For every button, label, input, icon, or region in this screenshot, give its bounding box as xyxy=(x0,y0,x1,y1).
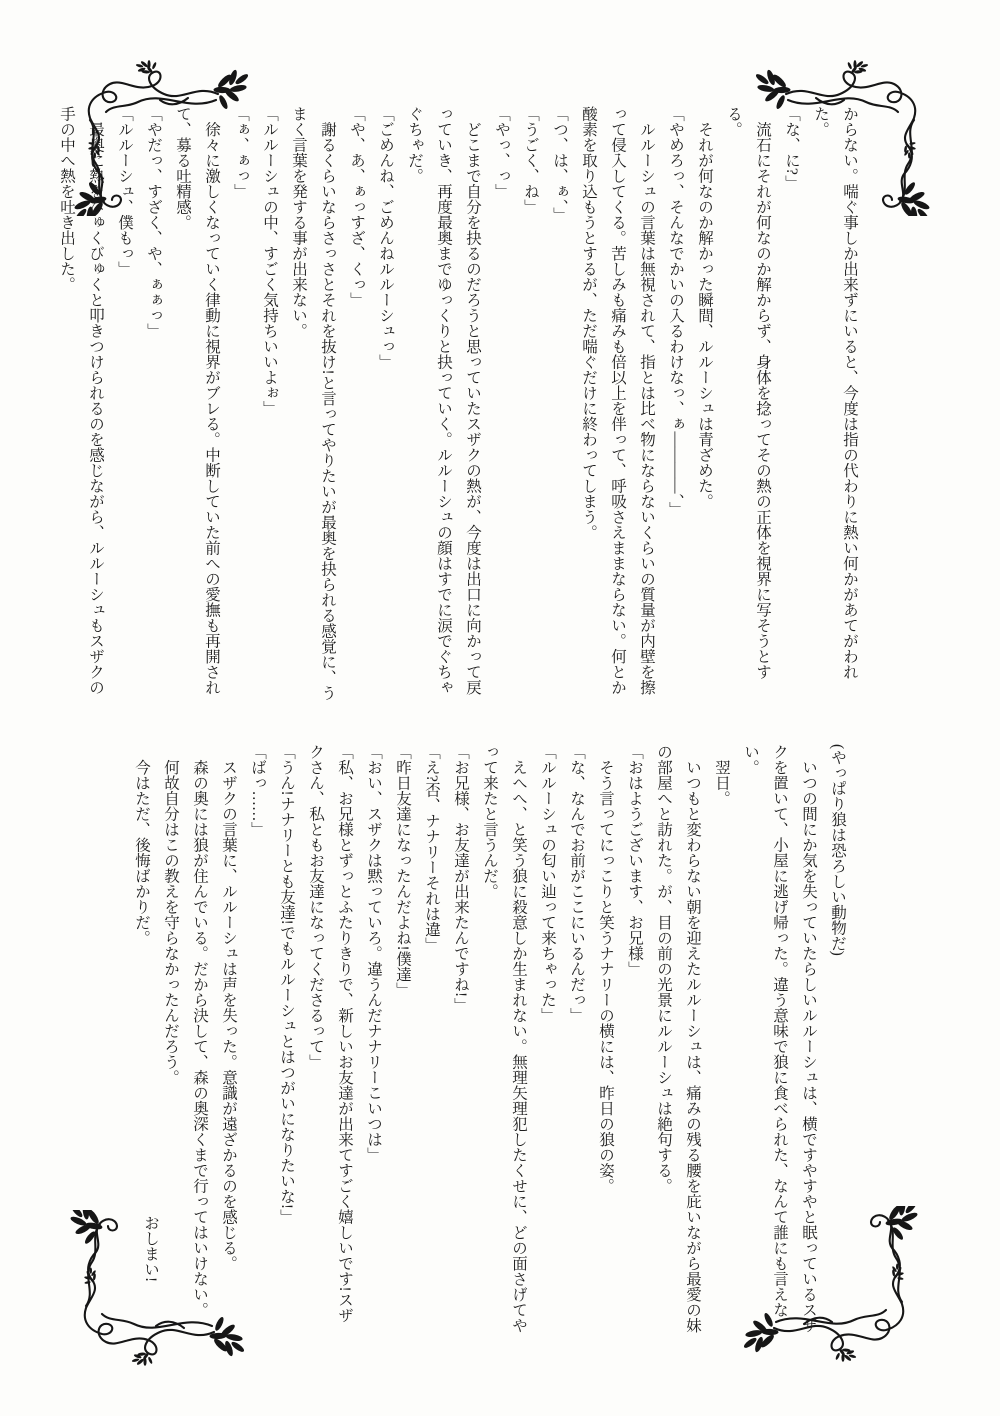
paragraph: 徐々に激しくなっていく律動に視界がブレる。中断していた前への愛撫も再開されて、募る吐精感。 xyxy=(174,106,220,695)
paragraph: 謝るくらいならさっさとそれを抜け!と言ってやりたいが最奥を抉られる感覚に、うまく言葉を発する事が出来ない。 xyxy=(290,106,336,701)
paragraph: 最奥に熱をびゅくびゅくと叩きつけられるのを感じながら、ルルーシュもスザクの手の中へ熱を吐き出した。 xyxy=(58,106,104,695)
paragraph: からない。喘ぐ事しか出来ずにいると、今度は指の代わりに熱い何かがあてがわれた。 xyxy=(812,106,858,680)
paragraph: 「ぁ、ぁっ」 xyxy=(232,106,249,199)
paragraph: 「ルルーシュ、僕もっ」 xyxy=(116,106,133,277)
paragraph: 「やっ、っ」 xyxy=(493,106,510,199)
paragraph: 「ばっ……」 xyxy=(249,744,266,837)
story-text-part1 xyxy=(52,106,864,702)
story-text-part2 xyxy=(127,744,852,1338)
paragraph: (やっぱり狼は恐ろしい動物だ) xyxy=(829,744,846,956)
paragraph: 「おはようございます、お兄様」 xyxy=(626,744,643,977)
paragraph: 流石にそれが何なのか解からず、身体を捻ってその熱の正体を視界に写そうとする。 xyxy=(725,106,771,680)
paragraph: スザクの言葉に、ルルーシュは声を失った。意識が遠ざかるのを感じる。 xyxy=(220,744,237,1271)
paragraph: 翌日。 xyxy=(713,744,730,806)
paragraph: 「やだっ、すざく、や、ぁぁっ」 xyxy=(145,106,162,339)
paragraph: そう言ってにっこりと笑うナナリーの横には、昨日の狼の姿。 xyxy=(597,744,614,1194)
ending-label: おしまい! xyxy=(142,1215,159,1283)
paragraph: ルルーシュの言葉は無視されて、指とは比べ物にならないくらいの質量が内壁を擦って侵入してくる。苦しみも痛みも倍以上を伴って、呼吸さえままならない。何とか酸素を取り込もうとするが、ただ喘ぐだけに終わってしまう。 xyxy=(580,106,655,695)
paragraph: 森の奥には狼が住んでいる。だから決して、森の奥深くまで行ってはいけない。 xyxy=(191,744,208,1318)
paragraph: 「ルルーシュの中、すごく気持ちいいよぉ」 xyxy=(261,106,278,416)
paragraph: 「やめろっ、そんなでかいの入るわけなっ、ぁ――――、」 xyxy=(667,106,684,517)
paragraph: 「な、に?」 xyxy=(783,106,800,191)
paragraph: それが何なのか解かった瞬間、ルルーシュは青ざめた。 xyxy=(696,106,713,509)
paragraph: 「お兄様、お友達が出来たんですね!」 xyxy=(452,744,469,1013)
paragraph: いつもと変わらない朝を迎えたルルーシュは、痛みの残る腰を庇いながら最愛の妹の部屋へと訪れた。が、目の前の光景にルルーシュは絶句する。 xyxy=(655,744,701,1333)
paragraph: 「え?否、ナナリーそれは違」 xyxy=(423,744,440,953)
paragraph: いつの間にか気を失っていたらしいルルーシュは、横ですやすやと眠っているスザクを置いて、小屋に逃げ帰った。違う意味で狼に食べられた、なんて誰にも言えない。 xyxy=(742,744,817,1333)
paragraph: 「や、あ、ぁっすざ、くっ」 xyxy=(348,106,365,308)
paragraph: 今はただ、後悔ばかりだ。 xyxy=(133,744,150,946)
paragraph: 「うん!ナナリーとも友達!でもルルーシュとはつがいになりたいな!」 xyxy=(278,744,295,1225)
paragraph: どこまで自分を抉るのだろうと思っていたスザクの熱が、今度は出口に向かって戻っていき、再度最奥までゆっくりと抉っていく。ルルーシュの顔はすでに涙でぐちゃぐちゃだ。 xyxy=(406,106,481,695)
paragraph: えへへ、と笑う狼に殺意しか生まれない。無理矢理犯したくせに、どの面さげてやって来たと言うんだ。 xyxy=(481,744,527,1333)
paragraph: 「つ、は、ぁ、」 xyxy=(551,106,568,223)
paragraph: 「私、お兄様とずっとふたりきりで、新しいお友達が出来てすごく嬉しいです!スザクさん、私ともお友達になってくださるって」 xyxy=(307,744,353,1323)
paragraph: 「昨日友達になったんだよね!僕達」 xyxy=(394,744,411,998)
paragraph: 何故自分はこの教えを守らなかったんだろう。 xyxy=(162,744,179,1085)
paragraph: 「おい、スザクは黙っていろ。違うんだナナリーこいつは」 xyxy=(365,744,382,1163)
paragraph: 「な、なんでお前がここにいるんだっ」 xyxy=(568,744,585,1023)
paragraph: 「うごく、ね」 xyxy=(522,106,539,215)
paragraph: 「ごめんね、ごめんねルルーシュっ」 xyxy=(377,106,394,370)
paragraph: 「ルルーシュの匂い辿って来ちゃった」 xyxy=(539,744,556,1023)
